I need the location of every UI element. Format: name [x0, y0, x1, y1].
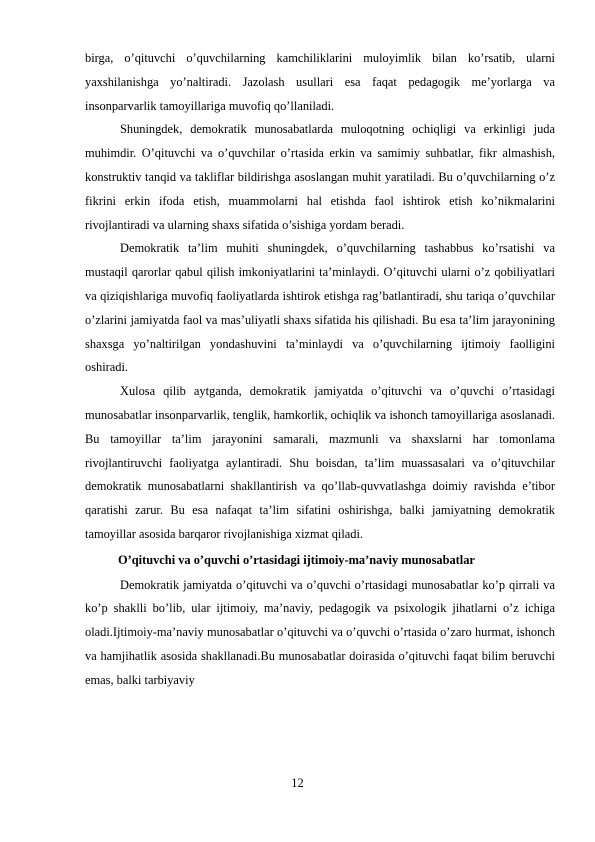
paragraph-social-spiritual: Demokratik jamiyatda o’qituvchi va o’quvchi o’rtasidagi munosabatlar ko’p qirrali va ko’p shaklli bo’lib, ular ijtimoiy, ma’naviy, pedagogik va psixologik jihatlarni o’z ichiga oladi.Ijtimoiy-ma’naviy munosabatlar o’qituvchi va o’quvchi o’rtasida o’zaro hurmat, ishonch va hamjihatlik asosida shakllanadi.Bu munosabatlar doirasida o’qituvchi faqat bilim beruvchi emas, balki tarbiyaviy: [85, 577, 555, 687]
document-page: [85, 47, 555, 693]
paragraph-democratic-environment: Demokratik ta’lim muhiti shuningdek, o’quvchilarning tashabbus ko’rsatishi va mustaqil qarorlar qabul qilish imkoniyatlarini ta’minlaydi. O’qituvchi ularni o’z qobiliyatlari va qiziqishlariga muvofiq faoliyatlarda ishtirok etishga rag’batlantiradi, shu tariqa o’quvchilar o’zlarini jamiyatda faol va mas’uliyatli shaxs sifatida his qilishadi. Bu esa ta’lim jarayonining shaxsga yo’naltirilgan yondashuvini ta’minlaydi va o’quvchilarning ijtimoiy faolligini oshiradi.: [85, 241, 555, 375]
paragraph-open-communication: Shuningdek, demokratik munosabatlarda muloqotning ochiqligi va erkinligi juda muhimdir. O’qituvchi va o’quvchilar o’rtasida erkin va samimiy suhbatlar, fikr almashish, konstruktiv tanqid va takliflar bildirishga asoslangan muhit yaratiladi. Bu o’quvchilarning o’z fikrini erkin ifoda etish, muammolarni hal etishda faol ishtirok etish ko’nikmalarini rivojlantiradi va ularning shaxs sifatida o’sishiga yordam beradi.: [85, 122, 555, 232]
section-heading: O’qituvchi va o’quvchi o’rtasidagi ijtimoiy-ma’naviy munosabatlar: [118, 552, 475, 567]
paragraph-continuation: birga, o’qituvchi o’quvchilarning kamchiliklarini muloyimlik bilan ko’rsatib, ularni yaxshilanishga yo’naltiradi. Jazolash usullari esa faqat pedagogik me’yorlarga va insonparvarlik tamoyillariga muvofiq qo’llaniladi.: [85, 51, 555, 113]
page-number: 12: [291, 776, 304, 790]
paragraph-conclusion: Xulosa qilib aytganda, demokratik jamiyatda o’qituvchi va o’quvchi o’rtasidagi munosabatlar insonparvarlik, tenglik, hamkorlik, ochiqlik va ishonch tamoyillariga asoslanadi. Bu tamoyillar ta’lim jarayonini samarali, mazmunli va shaxslarni har tomonlama rivojlantiruvchi faoliyatga aylantiradi. Shu boisdan, ta’lim muassasalari va o’qituvchilar demokratik munosabatlarni shakllantirish va qo’llab-quvvatlashga doimiy ravishda e’tibor qaratishi zarur. Bu esa nafaqat ta’lim sifatini oshirishga, balki jamiyatning demokratik tamoyillar asosida barqaror rivojlanishiga xizmat qiladi.: [85, 384, 555, 541]
